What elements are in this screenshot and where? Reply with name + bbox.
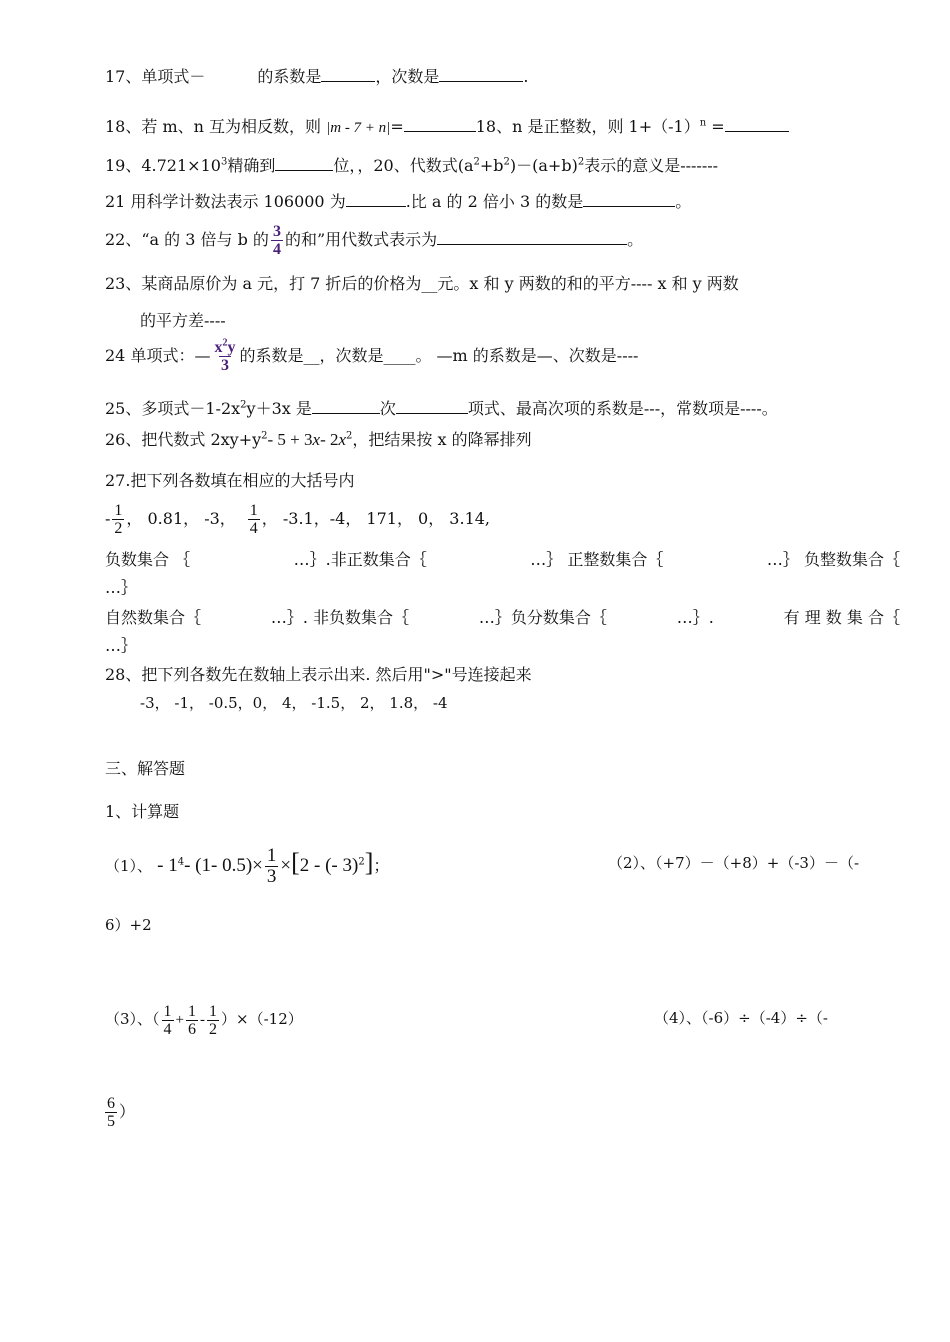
q21-text: 21 用科学计数法表示 106000 为	[105, 192, 346, 211]
q23-line-2: 的平方差----	[140, 311, 226, 330]
q27-frac-2-den: 4	[249, 520, 258, 537]
calc-1-bracket-close: ]	[364, 848, 374, 877]
q27-sets-row-1	[105, 550, 900, 570]
q27-frac-2	[248, 502, 260, 537]
set-rational: 有 理 数 集 合｛	[783, 608, 900, 627]
q19-text: 19、4.721×10	[105, 156, 221, 175]
q19-blank[interactable]	[275, 156, 333, 171]
q20-sup-b: 2	[503, 156, 510, 168]
q24-num-sup: 2	[222, 337, 228, 349]
calc-1	[105, 838, 389, 891]
q19-sup: 3	[220, 156, 228, 168]
calc-1-times: ×	[280, 855, 292, 876]
q25-text-2: y＋3x 是	[246, 399, 312, 418]
set-negative-integer-close: …｝	[105, 578, 138, 597]
q18-abs-expr: |m - 7 + n|	[326, 120, 391, 136]
q20-text-a: 20、代数式(a	[373, 156, 474, 175]
calc-4-wrap	[103, 1086, 135, 1138]
q26-text: 26、把代数式 2xy+y	[105, 430, 262, 449]
calc-1-term-a: - 1	[157, 855, 178, 876]
q22-text-2: 的和”用代数式表示为	[284, 230, 438, 249]
q25-blank-2[interactable]	[396, 399, 468, 414]
calc-1-bracket-open: [	[291, 848, 300, 877]
q26-text-2: ，把结果按 x 的降幂排列	[352, 430, 532, 449]
calc-1-term-b: - (1- 0.5)×	[184, 855, 263, 876]
q27-numbers	[105, 496, 490, 542]
calc-3	[105, 996, 303, 1043]
q18-sup-n: n	[699, 117, 707, 129]
q17-degree-label: ，次数是	[375, 67, 440, 86]
q27-frac-1	[112, 502, 124, 537]
question-24	[105, 334, 638, 378]
q17-coef-label: 的系数是	[257, 67, 322, 86]
calc-4-frac-num: 6	[107, 1095, 115, 1112]
q18-blank-2[interactable]	[725, 117, 789, 132]
q27-nums-b: ， 0.81， -3，	[126, 509, 236, 528]
q22-end: 。	[627, 230, 644, 249]
q25-blank-1[interactable]	[312, 399, 380, 414]
calc-3-frac-3-num: 1	[209, 1002, 218, 1020]
q25-sup: 2	[240, 399, 247, 411]
calc-1-semicolon: ；	[373, 856, 390, 875]
q22-frac-num: 3	[272, 223, 281, 240]
q18-equals-2: =	[706, 117, 725, 136]
question-19-20	[105, 156, 718, 176]
q18-equals: =	[390, 117, 404, 136]
calc-4: （4）、（-6）÷（-4）÷（-	[654, 1009, 828, 1027]
calc-1-sup-2: 2	[358, 856, 365, 868]
q27-minus: -	[105, 509, 111, 528]
q25-text-4: 项式、最高次项的系数是---，常数项是----。	[467, 399, 778, 418]
q17-period: .	[523, 67, 529, 86]
q26-var-x-2: x	[338, 430, 347, 449]
calc-4-fraction	[105, 1095, 117, 1130]
q27-frac-1-den: 2	[114, 520, 123, 537]
calc-2-wrap: 6）+2	[105, 916, 152, 934]
calc-1-fraction	[265, 846, 279, 887]
calc-1-term-d: 2 - (- 3)	[299, 855, 359, 876]
set-non-positive: …｝.非正数集合｛	[293, 550, 427, 569]
question-22	[105, 222, 643, 258]
question-21	[105, 192, 691, 212]
question-25	[105, 399, 778, 419]
calc-3-frac-1	[162, 1003, 174, 1038]
q20-text-c: )－(a+b)	[509, 156, 578, 175]
q27-title: 27.把下列各数填在相应的大括号内	[105, 471, 355, 490]
q22-blank[interactable]	[437, 230, 627, 245]
q24-text-2: 的系数是__，次数是____。 —m 的系数是—、次数是----	[239, 346, 639, 365]
q26-expr-2: - 2	[320, 430, 339, 449]
calc-2: （2）、（+7）－（+8）+（-3）－（-	[608, 854, 860, 872]
q20-text-b: +b	[479, 156, 504, 175]
calc-4-frac-den: 5	[107, 1113, 115, 1130]
calc-3-tail: ）×（-12）	[221, 1010, 303, 1028]
q22-fraction	[271, 223, 283, 258]
q24-fraction	[212, 339, 237, 374]
q18-abs-inner: m - 7 + n	[330, 120, 387, 136]
q24-frac-num	[212, 339, 237, 356]
calc-3-frac-2	[186, 1003, 198, 1038]
q25-text: 25、多项式－1-2x	[105, 399, 241, 418]
q22-frac-den: 4	[272, 241, 281, 258]
question-18	[105, 117, 789, 138]
section-3-subtitle: 1、计算题	[105, 802, 180, 821]
section-3-title: 三、解答题	[105, 759, 186, 778]
set-positive-integer: …｝ 正整数集合｛	[530, 550, 664, 569]
q28-numbers: -3， -1， -0.5，0， 4， -1.5， 2， 1.8， -4	[140, 694, 448, 712]
q17-text: 17、单项式－	[105, 67, 206, 86]
q21-blank-2[interactable]	[583, 192, 675, 207]
q18-blank-1[interactable]	[404, 117, 476, 132]
set-negative: 负数集合 ｛	[105, 550, 191, 569]
q20-sup-c: 2	[577, 156, 585, 168]
q25-text-3: 次	[379, 399, 396, 418]
q22-text: 22、“a 的 3 倍与 b 的	[105, 230, 269, 249]
calc-3-frac-3	[207, 1003, 219, 1038]
calc-3-frac-1-num: 1	[163, 1002, 172, 1020]
q24-text: 24 单项式：—	[105, 346, 211, 365]
calc-4-tail: ）	[119, 1102, 136, 1121]
q21-text-2: .比 a 的 2 倍小 3 的数是	[405, 192, 584, 211]
q17-coef-blank[interactable]	[321, 66, 375, 82]
question-23	[105, 274, 900, 294]
calc-3-frac-2-den: 6	[188, 1020, 197, 1038]
q19-precise-label: 精确到	[227, 156, 276, 175]
q26-sup: 2	[261, 430, 268, 442]
q27-nums-c: ， -3.1，-4， 171， 0， 3.14,	[261, 509, 491, 528]
q20-text-d: 表示的意义是-------	[584, 156, 719, 175]
q28-title: 28、把下列各数先在数轴上表示出来. 然后用">"号连接起来	[105, 665, 532, 684]
calc-3-label: （3）、（	[105, 1010, 160, 1028]
q24-num-y: y	[227, 339, 236, 356]
calc-3-plus: +	[175, 1012, 185, 1028]
q26-var-x: x	[312, 430, 321, 449]
q17-degree-blank[interactable]	[439, 66, 523, 82]
q18-text: 18、若 m、n 互为相反数，则	[105, 117, 322, 136]
question-26	[105, 430, 532, 450]
calc-1-frac-den: 3	[266, 866, 277, 887]
set-negative-fraction: …｝负分数集合｛	[478, 608, 607, 627]
q23-line-1: 23、某商品原价为 a 元，打 7 折后的价格为__元。x 和 y 两数的和的平方---- x 和 y 两数	[105, 274, 739, 293]
calc-3-frac-1-den: 4	[163, 1020, 172, 1038]
q24-frac-den: 3	[220, 357, 229, 374]
q20-sup-a: 2	[473, 156, 480, 168]
q27-sets-row-2	[105, 608, 900, 628]
q19-unit: 位，，	[333, 156, 374, 175]
q27-frac-1-num: 1	[114, 502, 123, 519]
calc-1-sup: 4	[177, 856, 185, 868]
calc-1-frac-num: 1	[266, 845, 277, 866]
set-negative-fraction-close: …｝.	[676, 608, 714, 627]
q24-num-x: x	[214, 339, 223, 356]
q27-frac-2-num: 1	[249, 502, 258, 519]
calc-3-minus: -	[200, 1012, 206, 1028]
q18-text-2: 18、n 是正整数，则 1+（-1）	[475, 117, 700, 136]
q21-blank-1[interactable]	[346, 192, 406, 207]
set-rational-close: …｝	[105, 636, 138, 655]
set-natural: 自然数集合｛	[105, 608, 202, 627]
calc-3-frac-3-den: 2	[209, 1020, 218, 1038]
question-17	[105, 66, 529, 87]
calc-3-frac-2-num: 1	[188, 1002, 197, 1020]
set-non-negative: …｝. 非负数集合｛	[270, 608, 410, 627]
q26-expr-1: - 5 + 3	[267, 430, 313, 449]
q21-end: 。	[675, 192, 692, 211]
q26-sup-2: 2	[346, 430, 353, 442]
calc-1-label: （1）、	[105, 857, 153, 875]
set-negative-integer: …｝ 负整数集合｛	[766, 550, 900, 569]
